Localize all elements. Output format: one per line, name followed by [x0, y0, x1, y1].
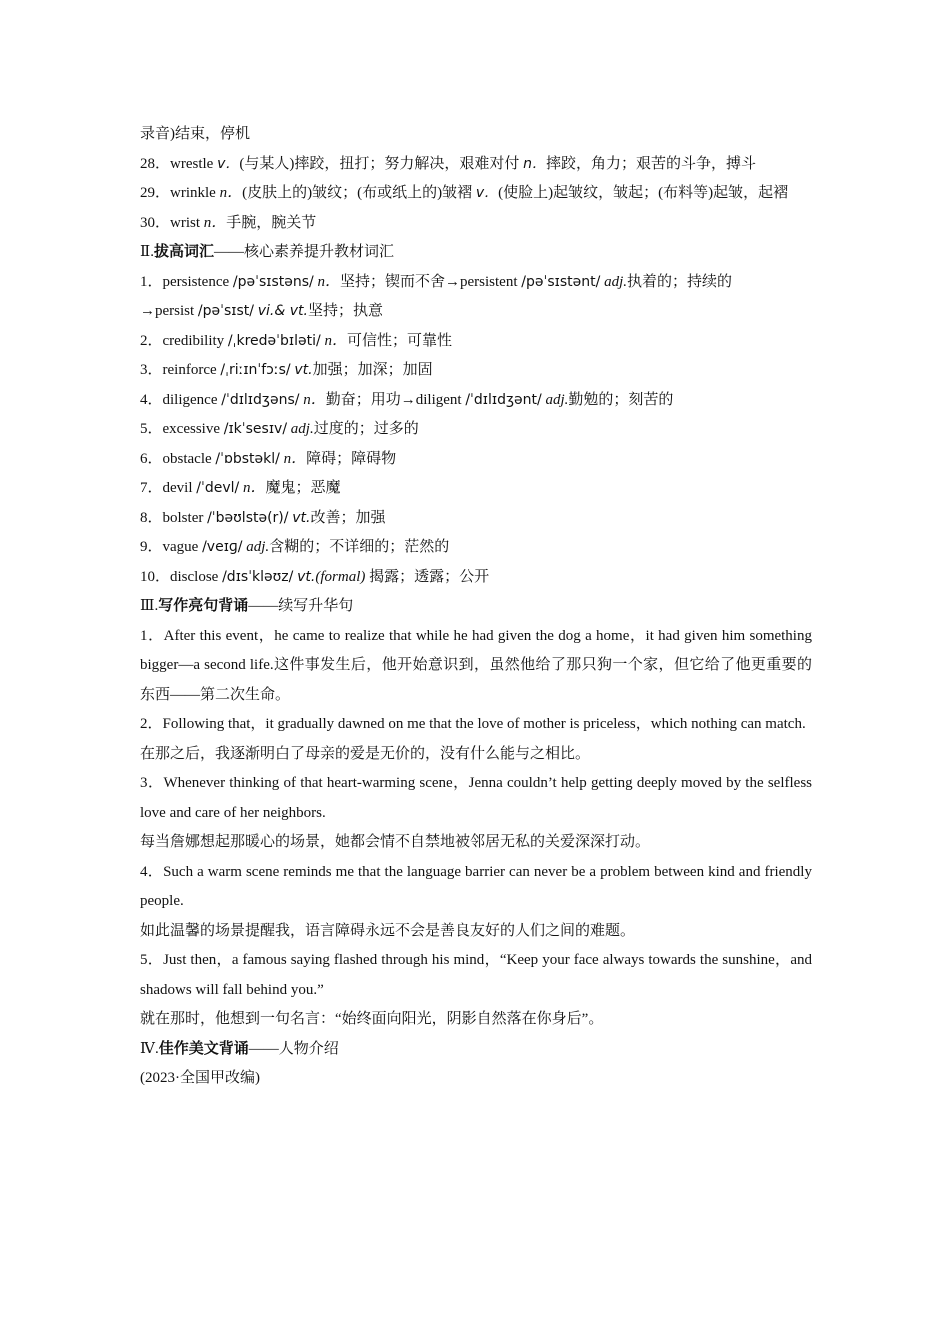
source-note: (2023·全国甲改编): [140, 1070, 260, 1086]
word-entry-disclose: 10．disclose /dɪsˈkləʊz/ vt.(formal) 揭露；透露；公开: [140, 568, 490, 585]
sentence-en: Such a warm scene reminds me that the language barrier can never be a problem between kind and friendly people.: [140, 863, 812, 909]
section-heading-4: Ⅳ.佳作美文背诵——人物介绍: [140, 1040, 339, 1057]
vocab-entry-wrestle: 28．wrestle v．(与某人)摔跤，扭打；努力解决，艰难对付 n．摔跤，角力；艰苦的斗争，搏斗: [140, 155, 757, 172]
word-entry-diligence: 4．diligence /ˈdɪlɪdʒəns/ n．勤奋；用功→diligent /ˈdɪlɪdʒənt/ adj.勤勉的；刻苦的: [140, 391, 674, 408]
phonetic: /veɪɡ/: [202, 539, 243, 555]
phonetic: /ˈdɪlɪdʒəns/: [221, 391, 300, 408]
word-entry-reinforce: 3．reinforce /ˌriːɪnˈfɔːs/ vt.加强；加深；加固: [140, 362, 433, 378]
sentence-en: Whenever thinking of that heart-warming scene，Jenna couldn’t help getting deeply moved by the selfless love and care of her neighbors.: [140, 775, 812, 821]
phonetic: /ˈɒbstəkl/: [215, 450, 280, 467]
word-entry-credibility: 2．credibility /ˌkredəˈbɪləti/ n．可信性；可靠性: [140, 332, 452, 349]
vocab-text: 录音)结束，停机: [140, 126, 250, 142]
phonetic: /ˈdɪlɪdʒənt/: [465, 391, 542, 408]
vocab-line: [140, 120, 812, 150]
sentence-zh: 在那之后，我逐渐明白了母亲的爱是无价的，没有什么能与之相比。: [140, 745, 591, 762]
phonetic: /ˌriːɪnˈfɔːs/: [220, 362, 291, 378]
sentence-en: After this event，he came to realize that while he had given the dog a home，it had given him something bigger—a second life.: [140, 627, 812, 673]
sentence-en: Just then，a famous saying flashed through his mind，“Keep your face always towards the sunshine，and shadows will fall behind you.”: [140, 952, 812, 998]
document-page: [140, 120, 812, 1094]
sentence-zh: 如此温馨的场景提醒我，语言障碍永远不会是善良友好的人们之间的难题。: [140, 922, 636, 939]
sentence-2: 2．Following that，it gradually dawned on me that the love of mother is priceless，which nothing can match. 在那之后，我逐渐明白了母亲的爱是无价的，没有什么能与之相比。: [140, 710, 812, 769]
section-heading-2: Ⅱ.拔高词汇——核心素养提升教材词汇: [140, 244, 394, 260]
phonetic: /ɪkˈsesɪv/: [223, 421, 288, 437]
vocab-entry-wrist: 30．wrist n．手腕，腕关节: [140, 214, 317, 231]
sentence-zh: 就在那时，他想到一句名言：“始终面向阳光，阴影自然落在你身后”。: [140, 1011, 604, 1027]
sentence-zh: 每当詹娜想起那暖心的场景，她都会情不自禁地被邻居无私的关爱深深打动。: [140, 834, 651, 850]
section-heading-3: Ⅲ.写作亮句背诵——续写升华句: [140, 598, 354, 614]
phonetic: /dɪsˈkləʊz/: [222, 568, 294, 585]
phonetic: /ˈbəʊlstə(r)/: [207, 509, 289, 526]
sentence-5: 5．Just then，a famous saying flashed through his mind，“Keep your face always towards the sunshine，and shadows will fall behind you.” 就在那时，他想到一句名言：“始终面向阳光，阴影自然落在你身后”。: [140, 946, 812, 1035]
word-entry-persist: →persist /pəˈsɪst/ vi.& vt.坚持；执意: [140, 303, 383, 319]
sentence-en: Following that，it gradually dawned on me that the love of mother is priceless，which nothing can match.: [162, 716, 806, 732]
vocab-entry-wrinkle: 29．wrinkle n．(皮肤上的)皱纹；(布或纸上的)皱褶 v．(使脸上)起皱纹，皱起；(布料等)起皱，起褶: [140, 185, 789, 201]
sentence-zh: 这件事发生后，他开始意识到，虽然他给了那只狗一个家，但它给了他更重要的东西——第二次生命。: [140, 657, 812, 703]
sentence-4: 4．Such a warm scene reminds me that the language barrier can never be a problem between kind and friendly people. 如此温馨的场景提醒我，语言障碍永远不会是善良友好的人们之间的难题。: [140, 858, 812, 947]
vocab-word: wrestle: [170, 155, 214, 172]
sentence-3: 3．Whenever thinking of that heart-warming scene，Jenna couldn’t help getting deeply moved by the selfless love and care of her neighbors. 每当詹娜想起那暖心的场景，她都会情不自禁地被邻居无私的关爱深深打动。: [140, 769, 812, 858]
vocab-word: wrinkle: [170, 185, 216, 201]
phonetic: /pəˈsɪst/: [197, 303, 254, 319]
phonetic: /pəˈsɪstəns/: [232, 273, 314, 290]
phonetic: /ˌkredəˈbɪləti/: [227, 332, 321, 349]
word-entry-devil: 7．devil /ˈdevl/ n．魔鬼；恶魔: [140, 480, 341, 496]
vocab-word: wrist: [170, 214, 201, 231]
word-entry-vague: 9．vague /veɪɡ/ adj.含糊的；不详细的；茫然的: [140, 539, 450, 555]
word-entry-obstacle: 6．obstacle /ˈɒbstəkl/ n．障碍；障碍物: [140, 450, 397, 467]
sentence-1: 1．After this event，he came to realize that while he had given the dog a home，it had given him something bigger—a second life.这件事发生后，他开始意识到，虽然他给了那只狗一个家，但它给了他更重要的东西——第二次生命。: [140, 627, 812, 703]
word-entry-bolster: 8．bolster /ˈbəʊlstə(r)/ vt.改善；加强: [140, 509, 386, 526]
word-entry-excessive: 5．excessive /ɪkˈsesɪv/ adj.过度的；过多的: [140, 421, 419, 437]
phonetic: /ˈdevl/: [196, 480, 240, 496]
phonetic: /pəˈsɪstənt/: [521, 273, 601, 290]
word-entry-persistence: 1．persistence /pəˈsɪstəns/ n．坚持；锲而不舍→persistent /pəˈsɪstənt/ adj.执着的；持续的: [140, 273, 732, 290]
